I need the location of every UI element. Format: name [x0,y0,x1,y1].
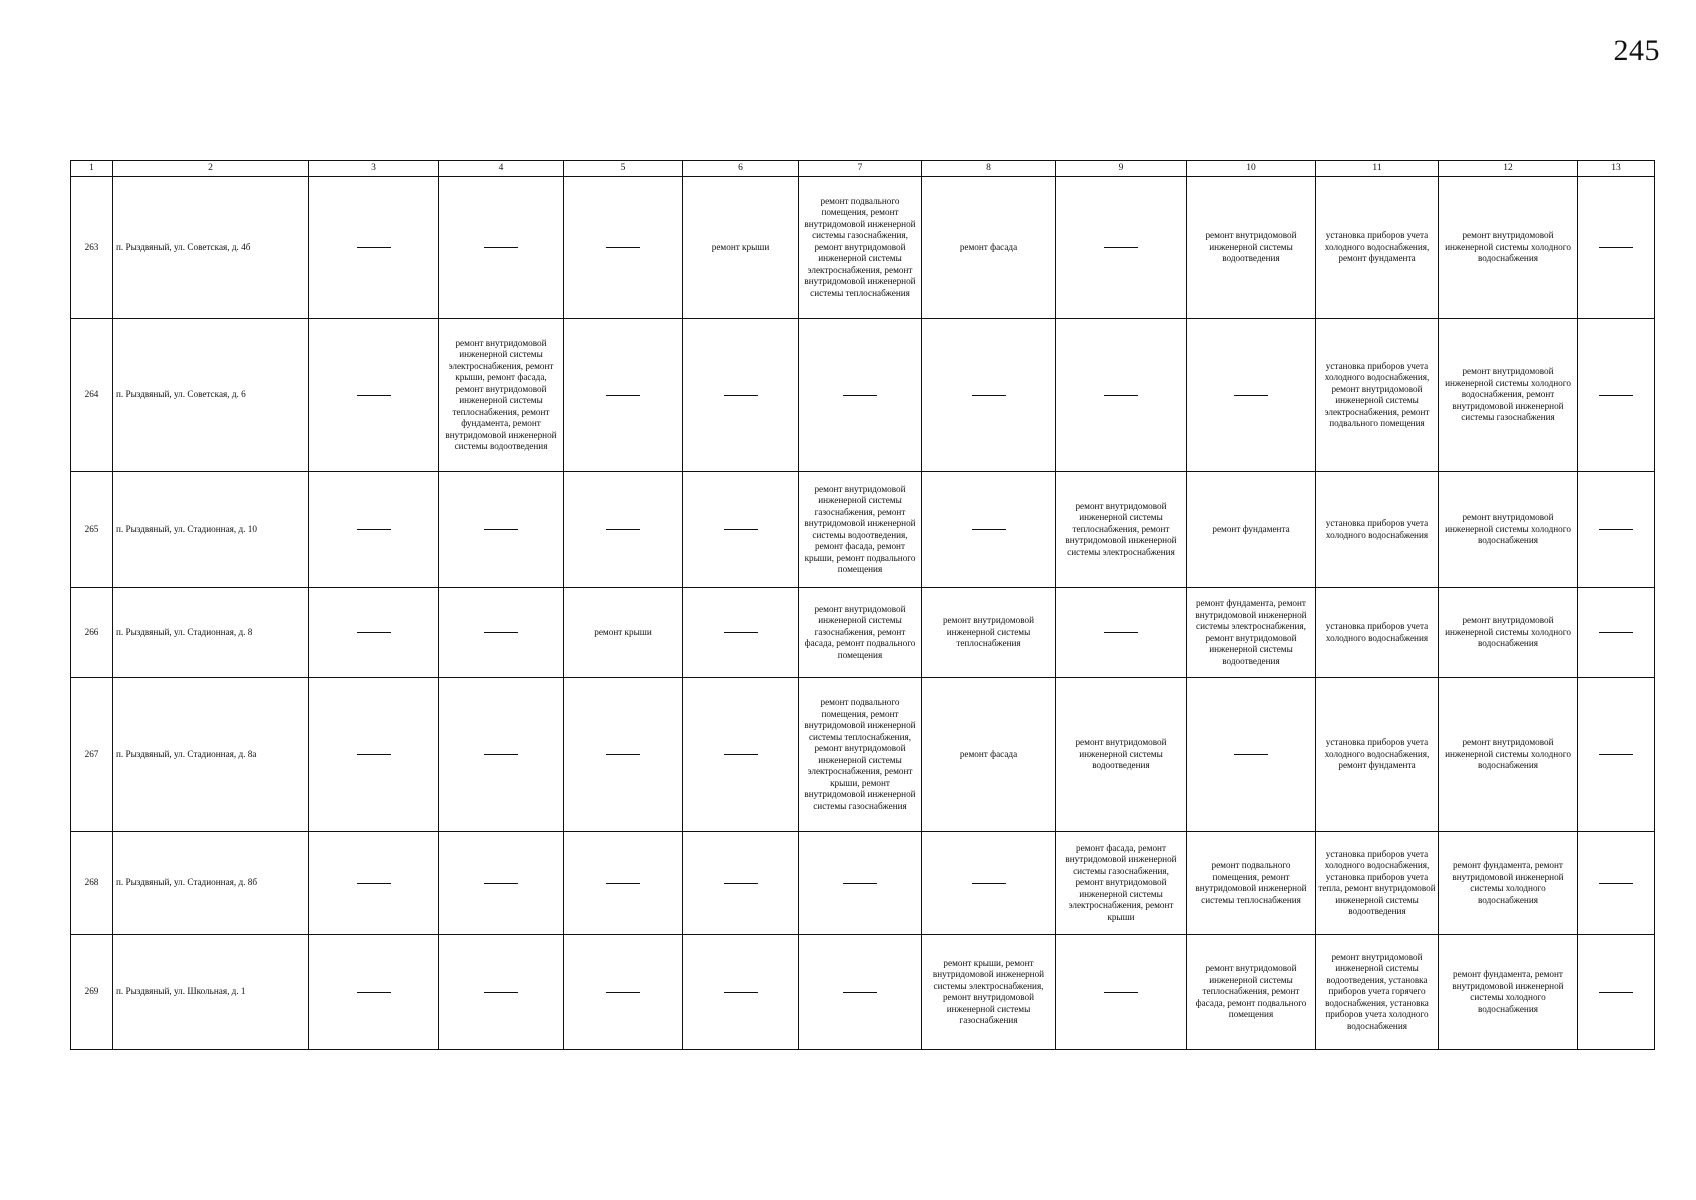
work-cell-col-6 [683,588,799,678]
empty-dash [484,529,518,530]
work-cell-col-4: ремонт внутридомовой инженерной системы электроснабжения, ремонт крыши, ремонт фасада, ремонт внутридомовой инженерной системы теплоснабжения, ремонт фундамента, ремонт внутридомовой инженерной системы водоотведения [439,319,564,472]
column-header-10: 10 [1187,161,1316,177]
empty-dash [1104,632,1138,633]
address-cell: п. Рыздвяный, ул. Школьная, д. 1 [113,935,309,1050]
work-cell-col-7: ремонт внутридомовой инженерной системы газоснабжения, ремонт внутридомовой инженерной системы водоотведения, ремонт фасада, ремонт крыши, ремонт подвального помещения [799,472,922,588]
empty-dash [724,883,758,884]
empty-dash [484,883,518,884]
work-cell-col-10: ремонт подвального помещения, ремонт внутридомовой инженерной системы теплоснабжения [1187,832,1316,935]
empty-dash [1599,247,1633,248]
work-cell-col-13 [1578,678,1655,832]
table-row [71,177,1655,319]
empty-dash [724,632,758,633]
work-cell-col-6: ремонт крыши [683,177,799,319]
work-cell-col-4 [439,935,564,1050]
row-number: 268 [71,832,113,935]
work-cell-col-4 [439,472,564,588]
empty-dash [357,992,391,993]
table-header [71,161,1655,177]
row-number: 266 [71,588,113,678]
work-cell-col-6 [683,935,799,1050]
work-cell-col-10: ремонт внутридомовой инженерной системы водоотведения [1187,177,1316,319]
row-number: 264 [71,319,113,472]
work-cell-col-10 [1187,678,1316,832]
work-cell-col-9: ремонт внутридомовой инженерной системы водоотведения [1056,678,1187,832]
row-number: 263 [71,177,113,319]
work-cell-col-3 [309,935,439,1050]
work-cell-col-3 [309,678,439,832]
work-cell-col-8 [922,472,1056,588]
work-cell-col-13 [1578,319,1655,472]
work-cell-col-7: ремонт внутридомовой инженерной системы газоснабжения, ремонт фасада, ремонт подвального помещения [799,588,922,678]
work-cell-col-6 [683,319,799,472]
work-cell-col-5 [564,177,683,319]
table-row [71,588,1655,678]
empty-dash [972,395,1006,396]
work-cell-col-7: ремонт подвального помещения, ремонт внутридомовой инженерной системы газоснабжения, ремонт внутридомовой инженерной системы электроснабжения, ремонт внутридомовой инженерной системы теплоснабжения [799,177,922,319]
work-cell-col-8: ремонт фасада [922,678,1056,832]
empty-dash [843,992,877,993]
work-cell-col-13 [1578,832,1655,935]
empty-dash [606,754,640,755]
row-number: 269 [71,935,113,1050]
work-cell-col-8 [922,319,1056,472]
empty-dash [484,632,518,633]
work-cell-col-3 [309,319,439,472]
empty-dash [724,754,758,755]
work-cell-col-7 [799,935,922,1050]
work-cell-col-13 [1578,472,1655,588]
column-header-3: 3 [309,161,439,177]
column-header-11: 11 [1316,161,1439,177]
column-header-2: 2 [113,161,309,177]
table-row [71,678,1655,832]
empty-dash [357,754,391,755]
work-cell-col-4 [439,678,564,832]
work-cell-col-3 [309,472,439,588]
empty-dash [484,992,518,993]
empty-dash [1104,992,1138,993]
empty-dash [357,395,391,396]
empty-dash [724,395,758,396]
table-row [71,472,1655,588]
empty-dash [606,883,640,884]
column-header-6: 6 [683,161,799,177]
address-cell: п. Рыздвяный, ул. Советская, д. 4б [113,177,309,319]
work-cell-col-12: ремонт фундамента, ремонт внутридомовой инженерной системы холодного водоснабжения [1439,832,1578,935]
empty-dash [1104,395,1138,396]
work-cell-col-9 [1056,588,1187,678]
address-cell: п. Рыздвяный, ул. Советская, д. 6 [113,319,309,472]
work-cell-col-7: ремонт подвального помещения, ремонт внутридомовой инженерной системы теплоснабжения, ремонт внутридомовой инженерной системы электроснабжения, ремонт крыши, ремонт внутридомовой инженерной системы газоснабжения [799,678,922,832]
work-cell-col-6 [683,832,799,935]
work-cell-col-11: установка приборов учета холодного водоснабжения, ремонт фундамента [1316,177,1439,319]
work-cell-col-3 [309,177,439,319]
work-cell-col-12: ремонт фундамента, ремонт внутридомовой инженерной системы холодного водоснабжения [1439,935,1578,1050]
work-cell-col-7 [799,319,922,472]
table-row [71,319,1655,472]
work-cell-col-10: ремонт фундамента, ремонт внутридомовой инженерной системы электроснабжения, ремонт внутридомовой инженерной системы водоотведения [1187,588,1316,678]
column-header-9: 9 [1056,161,1187,177]
work-cell-col-10 [1187,319,1316,472]
row-number: 267 [71,678,113,832]
work-cell-col-5 [564,678,683,832]
work-cell-col-8: ремонт крыши, ремонт внутридомовой инженерной системы электроснабжения, ремонт внутридомовой инженерной системы газоснабжения [922,935,1056,1050]
work-cell-col-3 [309,588,439,678]
empty-dash [606,247,640,248]
empty-dash [724,992,758,993]
work-cell-col-5: ремонт крыши [564,588,683,678]
work-cell-col-7 [799,832,922,935]
address-cell: п. Рыздвяный, ул. Стадионная, д. 8а [113,678,309,832]
work-cell-col-11: установка приборов учета холодного водоснабжения [1316,588,1439,678]
empty-dash [1599,632,1633,633]
address-cell: п. Рыздвяный, ул. Стадионная, д. 8б [113,832,309,935]
empty-dash [606,992,640,993]
work-cell-col-12: ремонт внутридомовой инженерной системы холодного водоснабжения, ремонт внутридомовой инженерной системы газоснабжения [1439,319,1578,472]
work-cell-col-5 [564,472,683,588]
work-cell-col-12: ремонт внутридомовой инженерной системы холодного водоснабжения [1439,472,1578,588]
work-cell-col-8: ремонт фасада [922,177,1056,319]
empty-dash [1599,883,1633,884]
work-cell-col-9: ремонт внутридомовой инженерной системы теплоснабжения, ремонт внутридомовой инженерной системы электроснабжения [1056,472,1187,588]
work-cell-col-10: ремонт внутридомовой инженерной системы теплоснабжения, ремонт фасада, ремонт подвального помещения [1187,935,1316,1050]
empty-dash [484,247,518,248]
work-cell-col-11: ремонт внутридомовой инженерной системы водоотведения, установка приборов учета горячего водоснабжения, установка приборов учета холодного водоснабжения [1316,935,1439,1050]
column-header-12: 12 [1439,161,1578,177]
column-header-7: 7 [799,161,922,177]
empty-dash [724,529,758,530]
empty-dash [357,529,391,530]
page-number: 245 [1613,34,1660,67]
work-cell-col-9 [1056,935,1187,1050]
work-cell-col-9 [1056,319,1187,472]
table-row [71,935,1655,1050]
work-cell-col-13 [1578,588,1655,678]
work-cell-col-5 [564,935,683,1050]
work-cell-col-11: установка приборов учета холодного водоснабжения, ремонт внутридомовой инженерной системы электроснабжения, ремонт подвального помещения [1316,319,1439,472]
work-cell-col-5 [564,832,683,935]
empty-dash [606,529,640,530]
work-cell-col-13 [1578,935,1655,1050]
work-cell-col-8: ремонт внутридомовой инженерной системы теплоснабжения [922,588,1056,678]
work-cell-col-12: ремонт внутридомовой инженерной системы холодного водоснабжения [1439,177,1578,319]
empty-dash [1234,754,1268,755]
work-cell-col-12: ремонт внутридомовой инженерной системы холодного водоснабжения [1439,678,1578,832]
work-cell-col-3 [309,832,439,935]
empty-dash [357,247,391,248]
work-cell-col-4 [439,832,564,935]
work-cell-col-4 [439,588,564,678]
column-header-5: 5 [564,161,683,177]
work-cell-col-11: установка приборов учета холодного водоснабжения, установка приборов учета тепла, ремонт внутридомовой инженерной системы водоотведения [1316,832,1439,935]
work-cell-col-11: установка приборов учета холодного водоснабжения, ремонт фундамента [1316,678,1439,832]
work-cell-col-13 [1578,177,1655,319]
empty-dash [843,395,877,396]
column-header-4: 4 [439,161,564,177]
empty-dash [1599,395,1633,396]
row-number: 265 [71,472,113,588]
empty-dash [972,529,1006,530]
work-cell-col-5 [564,319,683,472]
address-cell: п. Рыздвяный, ул. Стадионная, д. 8 [113,588,309,678]
work-cell-col-10: ремонт фундамента [1187,472,1316,588]
work-cell-col-11: установка приборов учета холодного водоснабжения [1316,472,1439,588]
work-cell-col-9: ремонт фасада, ремонт внутридомовой инженерной системы газоснабжения, ремонт внутридомовой инженерной системы электроснабжения, ремонт крыши [1056,832,1187,935]
empty-dash [1234,395,1268,396]
empty-dash [843,883,877,884]
table-row [71,832,1655,935]
work-cell-col-6 [683,472,799,588]
work-cell-col-9 [1056,177,1187,319]
empty-dash [357,632,391,633]
table-body [71,177,1655,1050]
empty-dash [972,883,1006,884]
empty-dash [1599,754,1633,755]
empty-dash [1599,529,1633,530]
work-cell-col-4 [439,177,564,319]
repair-schedule-table [70,160,1655,1050]
empty-dash [1599,992,1633,993]
empty-dash [484,754,518,755]
column-header-8: 8 [922,161,1056,177]
address-cell: п. Рыздвяный, ул. Стадионная, д. 10 [113,472,309,588]
column-header-13: 13 [1578,161,1655,177]
work-cell-col-6 [683,678,799,832]
empty-dash [606,395,640,396]
empty-dash [1104,247,1138,248]
work-cell-col-8 [922,832,1056,935]
work-cell-col-12: ремонт внутридомовой инженерной системы холодного водоснабжения [1439,588,1578,678]
empty-dash [357,883,391,884]
column-header-1: 1 [71,161,113,177]
